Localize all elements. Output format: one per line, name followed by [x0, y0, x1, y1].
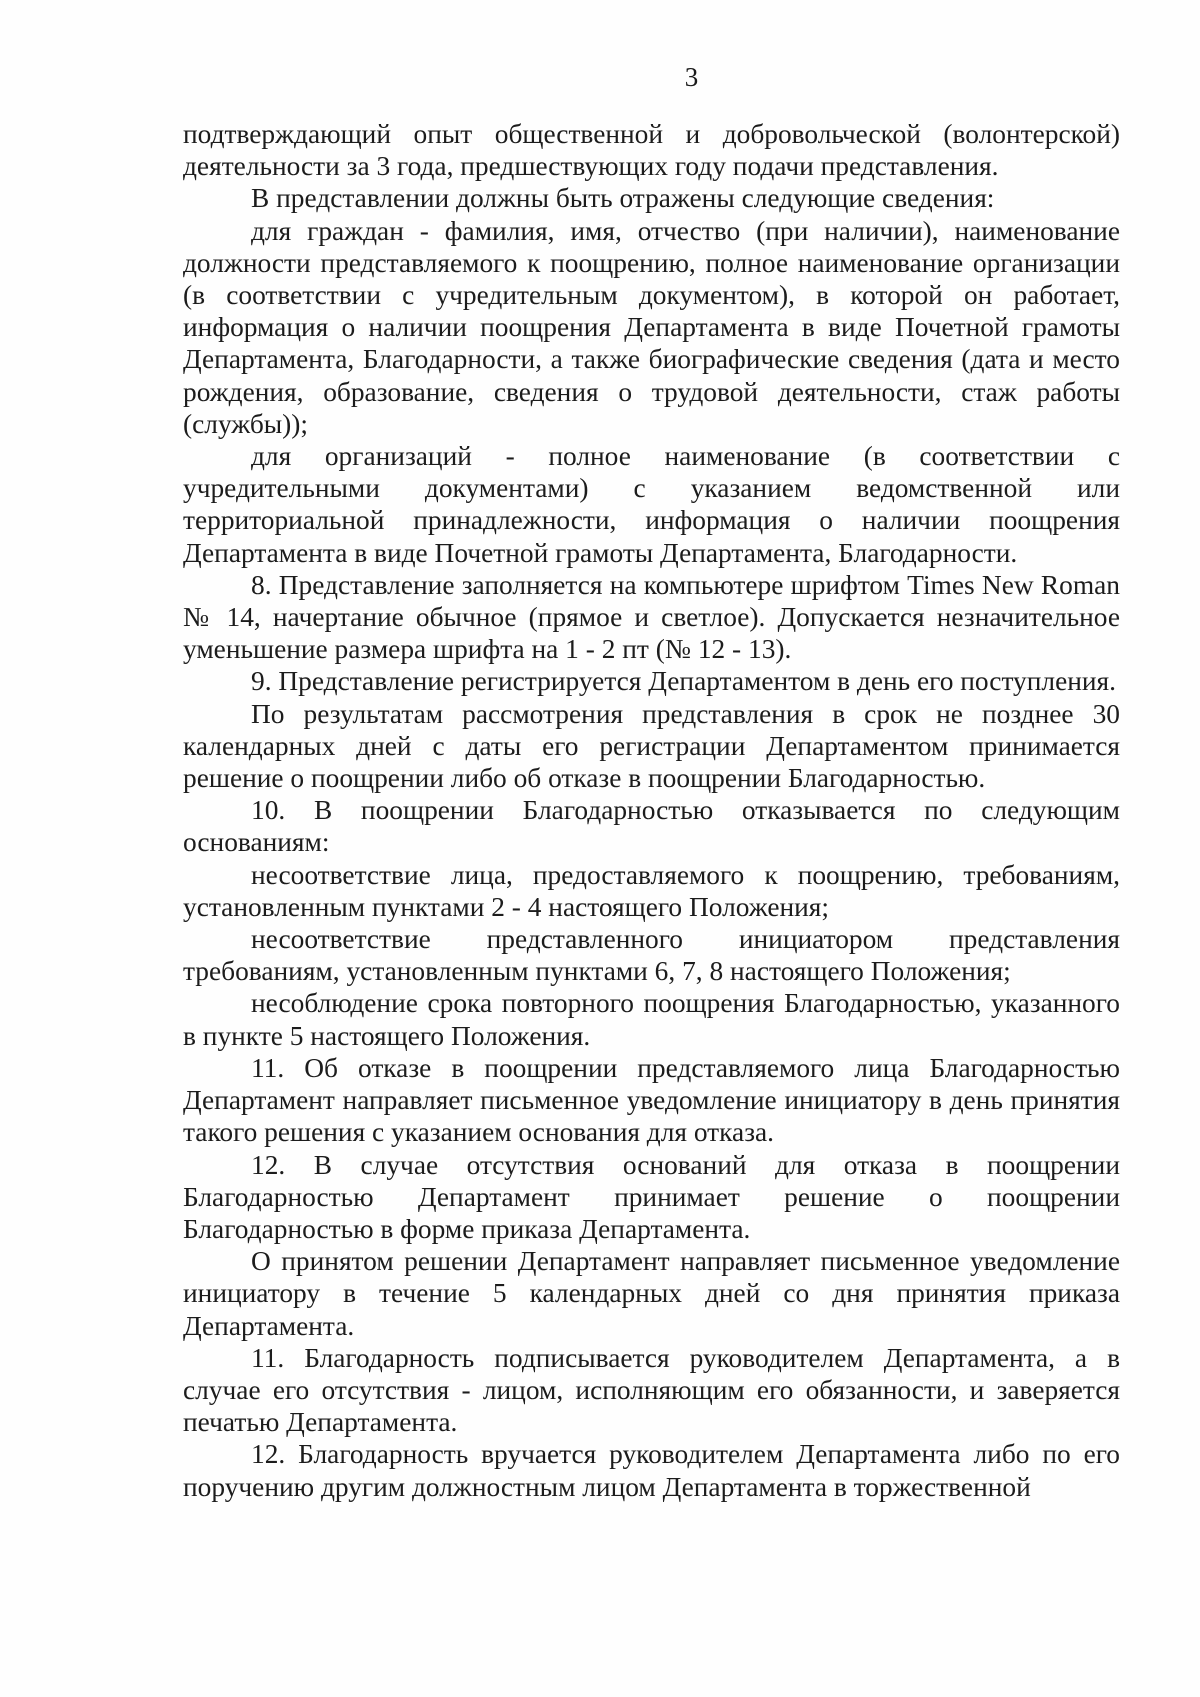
document-body: [183, 118, 1120, 1503]
paragraph: для организаций - полное наименование (в соответствии с учредительными документами) с указанием ведомственной или территориальной принадлежности, информация о наличии поощрения Департамента в виде Почетной грамоты Департамента, Благодарности.: [183, 441, 1120, 568]
paragraph: несоблюдение срока повторного поощрения Благодарностью, указанного в пункте 5 настоящего Положения.: [183, 988, 1120, 1051]
page-number: 3: [684, 62, 699, 92]
paragraph: 12. В случае отсутствия оснований для отказа в поощрении Благодарностью Департамент принимает решение о поощрении Благодарностью в форме приказа Департамента.: [183, 1149, 1120, 1244]
paragraph: несоответствие представленного инициатором представления требованиям, установленным пунктами 6, 7, 8 настоящего Положения;: [183, 924, 1120, 987]
paragraph: 11. Благодарность подписывается руководителем Департамента, а в случае его отсутствия - лицом, исполняющим его обязанности, и заверяется печатью Департамента.: [183, 1342, 1120, 1438]
paragraph: 11. Об отказе в поощрении представляемого лица Благодарностью Департамент направляет письменное уведомление инициатору в день принятия такого решения с указанием основания для отказа.: [183, 1052, 1120, 1148]
paragraph: О принятом решении Департамент направляет письменное уведомление инициатору в течение 5 календарных дней со дня принятия приказа Департамента.: [183, 1246, 1120, 1341]
paragraph: несоответствие лица, предоставляемого к поощрению, требованиям, установленным пунктами 2 - 4 настоящего Положения;: [183, 859, 1120, 922]
paragraph: 9. Представление регистрируется Департаментом в день его поступления.: [251, 666, 1116, 697]
paragraph: По результатам рассмотрения представления в срок не позднее 30 календарных дней с даты его регистрации Департаментом принимается решение о поощрении либо об отказе в поощрении Благодарностью.: [183, 698, 1120, 794]
paragraph: 8. Представление заполняется на компьютере шрифтом Times New Roman № 14, начертание обычное (прямое и светлое). Допускается незначительное уменьшение размера шрифта на 1 - 2 пт (№ 12 - 13).: [183, 569, 1120, 665]
paragraph: 12. Благодарность вручается руководителем Департамента либо по его поручению другим должностным лицом Департамента в торжественной: [183, 1439, 1120, 1502]
paragraph: подтверждающий опыт общественной и добровольческой (волонтерской) деятельности за 3 года, предшествующих году подачи представления.: [183, 119, 1120, 182]
paragraph: 10. В поощрении Благодарностью отказывается по следующим основаниям:: [183, 795, 1120, 858]
paragraph: В представлении должны быть отражены следующие сведения:: [251, 183, 995, 214]
paragraph: для граждан - фамилия, имя, отчество (при наличии), наименование должности представляемого к поощрению, полное наименование организации (в соответствии с учредительным документом), в которой он работает, информация о наличии поощрения Департамента в виде Почетной грамоты Департамента, Благодарности, а также биографические сведения (дата и место рождения, образование, сведения о трудовой деятельности, стаж работы (службы));: [183, 215, 1120, 439]
